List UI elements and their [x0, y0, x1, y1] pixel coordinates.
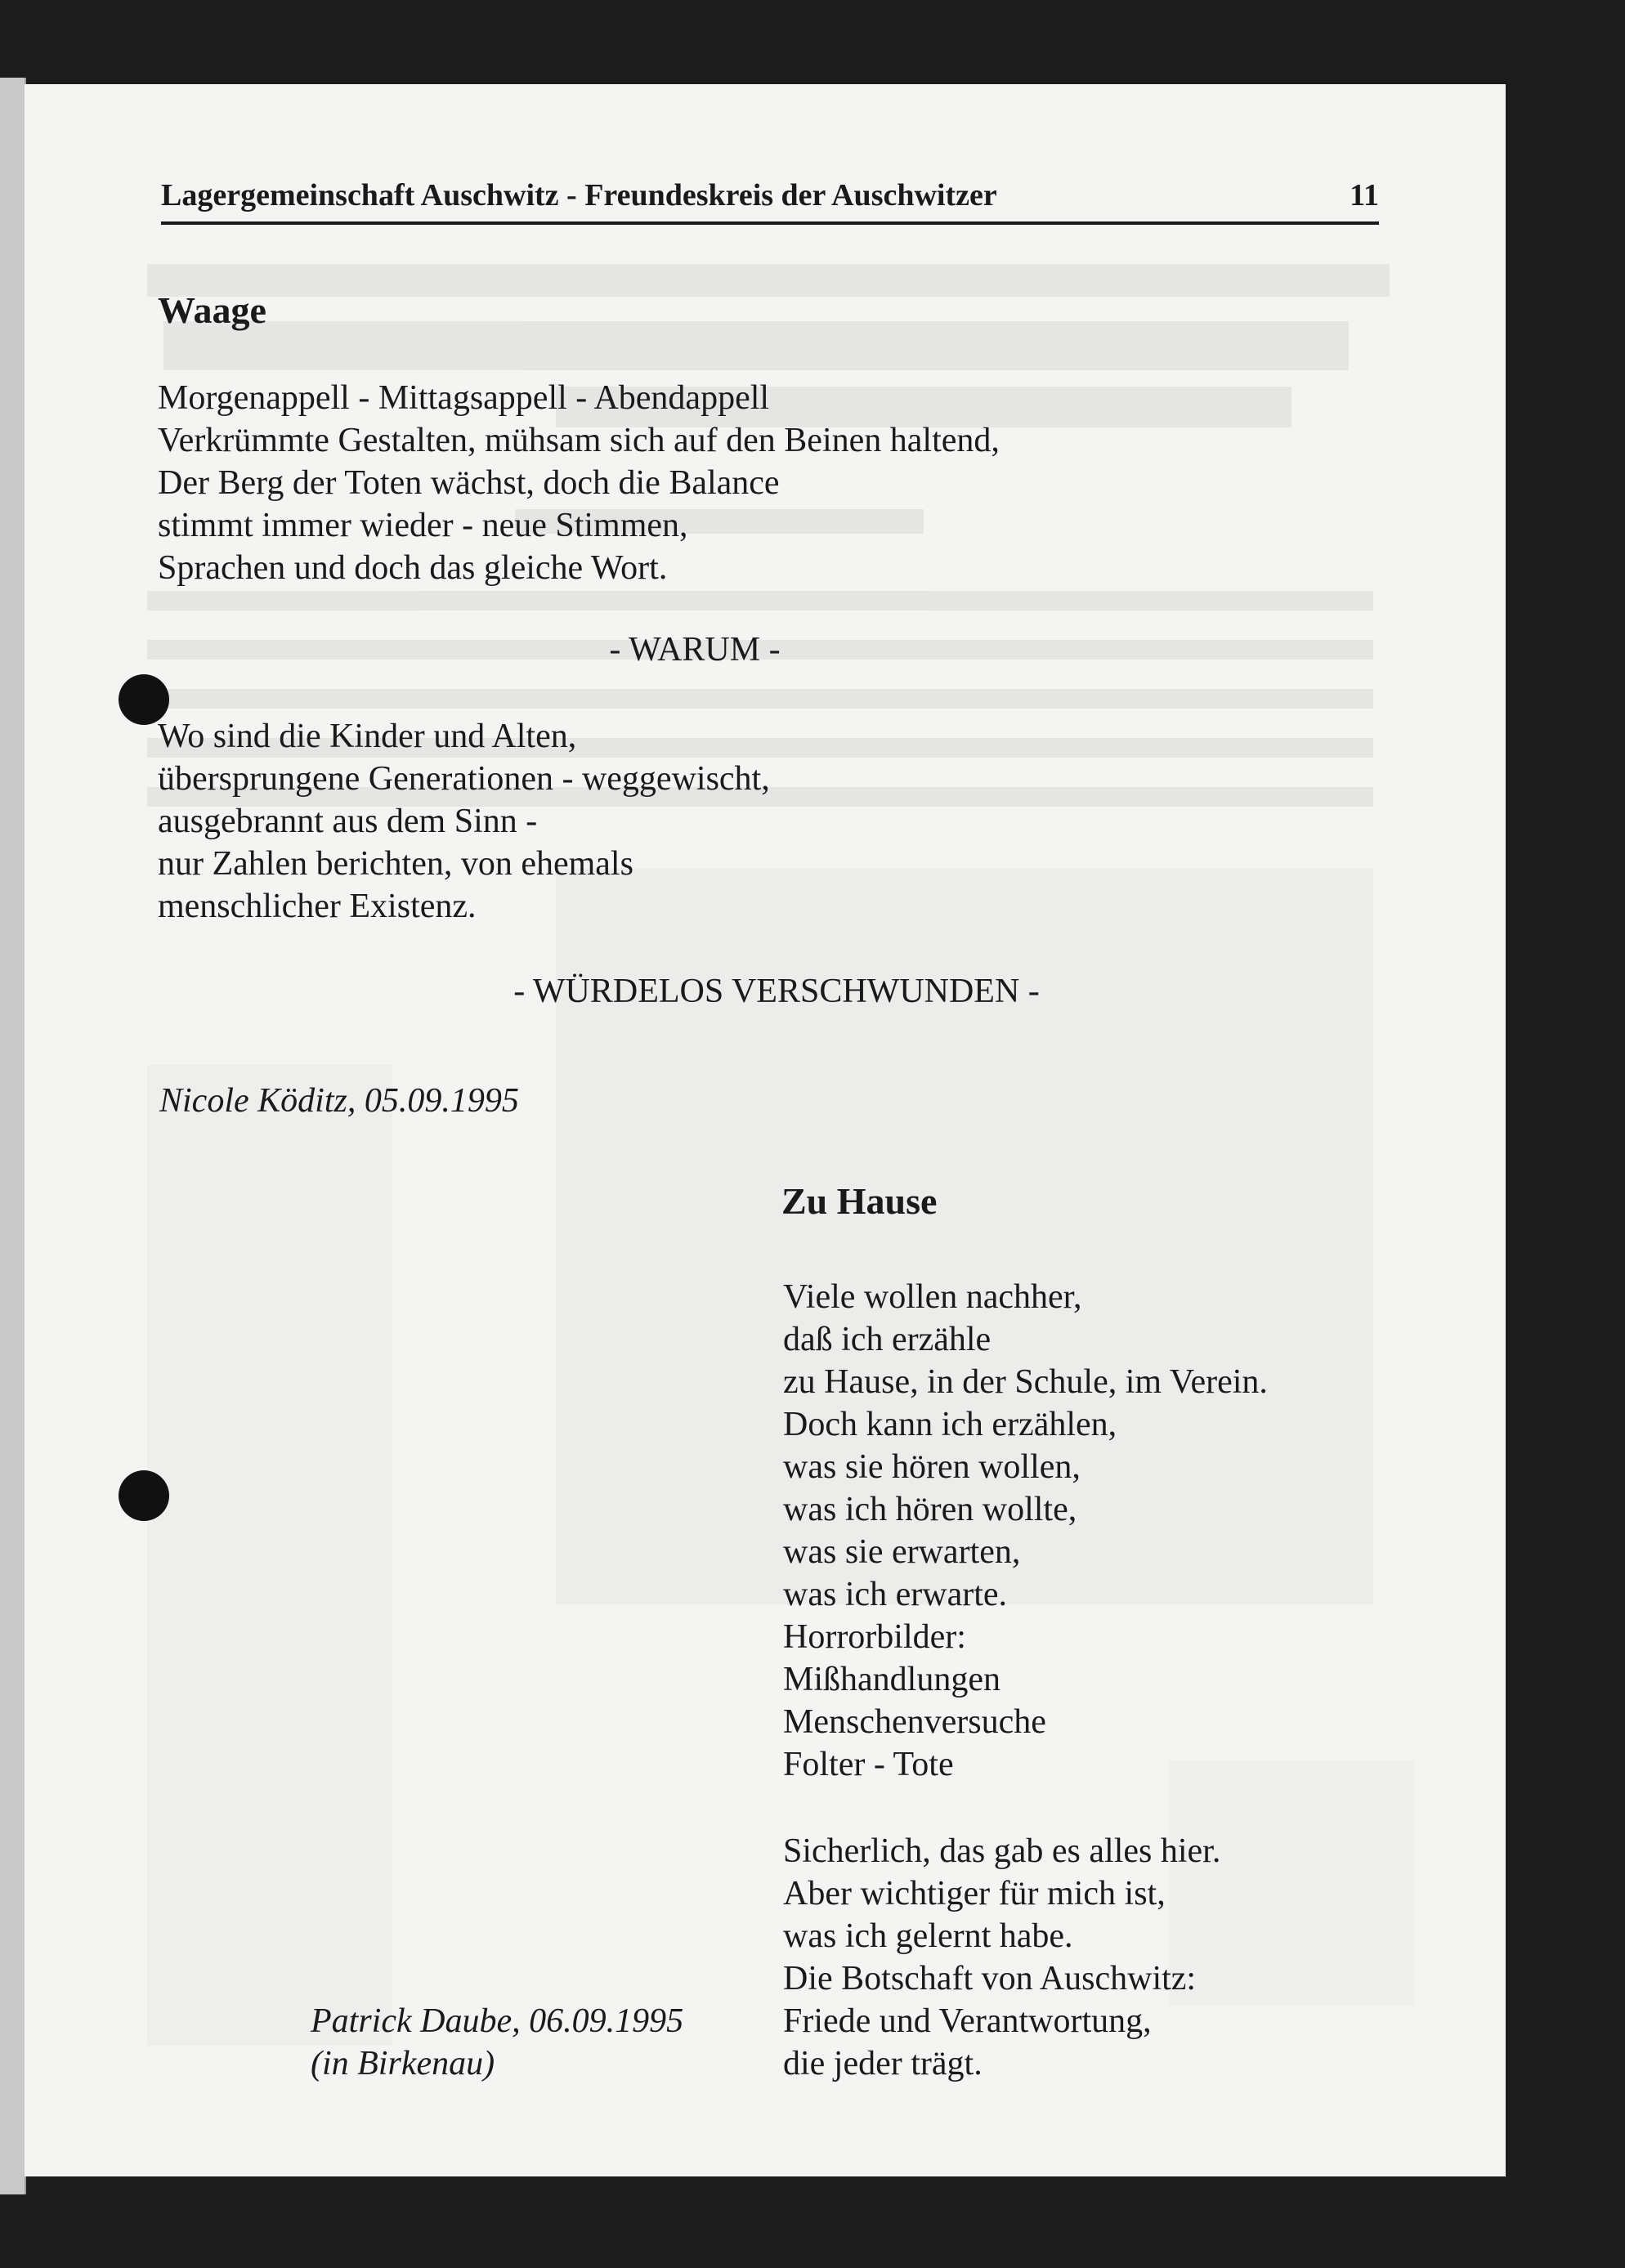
poem-title-zu-hause: Zu Hause [781, 1180, 938, 1222]
poem2-author-place: (in Birkenau) [311, 2045, 495, 2082]
poem-line: Verkrümmte Gestalten, mühsam sich auf den Beinen haltend, [158, 422, 1000, 459]
poem-line: Folter - Tote [783, 1746, 954, 1783]
poem-line: Aber wichtiger für mich ist, [783, 1875, 1166, 1912]
poem-line: die jeder trägt. [783, 2045, 983, 2082]
poem-line: Wo sind die Kinder und Alten, [158, 718, 577, 755]
poem-line: übersprungene Generationen - weggewischt, [158, 760, 770, 798]
page-number: 11 [1350, 178, 1379, 212]
header-title: Lagergemeinschaft Auschwitz - Freundeskreis der Auschwitzer [161, 178, 997, 212]
poem-line: nur Zahlen berichten, von ehemals [158, 845, 633, 883]
poem-line: was ich hören wollte, [783, 1491, 1077, 1528]
document-page [25, 84, 1506, 2176]
poem-line: was sie erwarten, [783, 1533, 1021, 1571]
poem1-author: Nicole Köditz, 05.09.1995 [159, 1082, 519, 1120]
poem-line: Doch kann ich erzählen, [783, 1406, 1117, 1443]
binder-edge [0, 78, 26, 2194]
poem-line: was sie hören wollen, [783, 1448, 1081, 1486]
running-header [161, 179, 1379, 225]
poem-title-waage: Waage [158, 289, 266, 331]
poem-line: was ich erwarte. [783, 1576, 1008, 1613]
poem-line: Sprachen und doch das gleiche Wort. [158, 549, 668, 587]
poem1-refrain-warum: - WARUM - [609, 631, 781, 669]
poem-line: stimmt immer wieder - neue Stimmen, [158, 507, 688, 544]
poem-line: menschlicher Existenz. [158, 888, 477, 925]
punch-hole-upper [119, 674, 169, 725]
poem1-stanza1 [158, 377, 1000, 589]
poem-line: zu Hause, in der Schule, im Verein. [783, 1363, 1268, 1401]
poem-line: Die Botschaft von Auschwitz: [783, 1960, 1197, 1997]
poem-line: Morgenappell - Mittagsappell - Abendappell [158, 379, 770, 417]
poem1-refrain-wuerdelos: - WÜRDELOS VERSCHWUNDEN - [513, 973, 1040, 1010]
poem2-stanza1 [783, 1276, 1268, 1786]
punch-hole-lower [119, 1470, 169, 1521]
poem-line: ausgebrannt aus dem Sinn - [158, 803, 538, 840]
poem1-stanza2 [158, 715, 770, 928]
poem-line: Horrorbilder: [783, 1618, 966, 1656]
poem-line: daß ich erzähle [783, 1321, 992, 1358]
poem-line: Friede und Verantwortung, [783, 2002, 1152, 2040]
poem-line: Mißhandlungen [783, 1661, 1001, 1698]
poem2-author-name: Patrick Daube, 06.09.1995 [311, 2002, 684, 2040]
poem-line: Menschenversuche [783, 1703, 1046, 1741]
poem-line: Der Berg der Toten wächst, doch die Balance [158, 464, 780, 502]
poem-line: was ich gelernt habe. [783, 1917, 1073, 1955]
poem2-stanza2 [783, 1830, 1220, 2085]
poem-line: Sicherlich, das gab es alles hier. [783, 1832, 1221, 1870]
poem-line: Viele wollen nachher, [783, 1278, 1082, 1316]
poem2-author [311, 2000, 683, 2085]
